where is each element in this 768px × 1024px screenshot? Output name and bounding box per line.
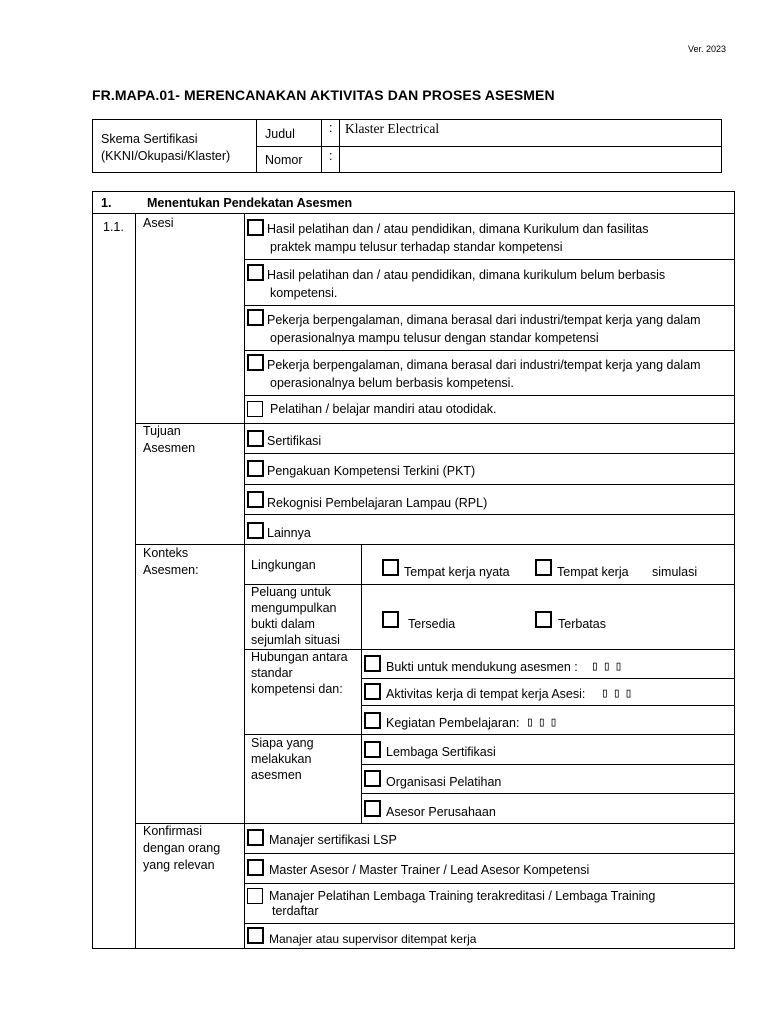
siapa-option-3: Asesor Perusahaan <box>386 805 496 819</box>
tujuan-label: Tujuan <box>143 424 181 438</box>
skema-label: Skema Sertifikasi <box>101 132 198 146</box>
asesi-option-3-line1: Pekerja berpengalaman, dimana berasal dari industri/tempat kerja yang dalam <box>267 313 701 327</box>
hubungan-option-2: Aktivitas kerja di tempat kerja Asesi: <box>386 687 586 701</box>
lingkungan-label: Lingkungan <box>251 558 316 572</box>
konteks-label-2: Asesmen: <box>143 563 199 577</box>
peluang-option-1: Tersedia <box>408 617 456 631</box>
asesi-checkbox-4[interactable] <box>247 354 264 371</box>
lingkungan-checkbox-2[interactable] <box>535 559 552 576</box>
konfirmasi-checkbox-2[interactable] <box>247 859 264 876</box>
peluang-label: Peluang untuk mengumpulkan bukti dalam sejumlah situasi <box>251 585 340 647</box>
peluang-checkbox-1[interactable] <box>382 611 399 628</box>
konfirmasi-checkbox-1[interactable] <box>247 829 264 846</box>
peluang-option-2: Terbatas <box>558 617 606 631</box>
konfirmasi-option-1: Manajer sertifikasi LSP <box>269 833 397 847</box>
tujuan-checkbox-3[interactable] <box>247 491 264 508</box>
nomor-colon: : <box>329 149 333 163</box>
lingkungan-option-1: Tempat kerja nyata <box>404 565 510 579</box>
hubungan-checkbox-1[interactable] <box>364 655 381 672</box>
asesi-option-4-line2: operasionalnya belum berbasis kompetensi. <box>270 376 514 390</box>
siapa-checkbox-2[interactable] <box>364 770 381 787</box>
hubungan-option-3: Kegiatan Pembelajaran: <box>386 716 520 730</box>
asesi-checkbox-2[interactable] <box>247 264 264 281</box>
header-table <box>92 119 722 173</box>
asesi-option-1-line2: praktek mampu telusur terhadap standar kompetensi <box>270 240 563 254</box>
lingkungan-option-2-suffix: simulasi <box>652 565 698 579</box>
tujuan-option-1: Sertifikasi <box>267 434 322 448</box>
asesi-checkbox-3[interactable] <box>247 309 264 326</box>
konfirmasi-option-3-line2: terdaftar <box>272 904 319 918</box>
judul-colon: : <box>329 121 333 135</box>
tujuan-checkbox-2[interactable] <box>247 460 264 477</box>
konfirmasi-option-4: Manajer atau supervisor ditempat kerja <box>269 932 477 946</box>
asesi-option-2-line1: Hasil pelatihan dan / atau pendidikan, dimana kurikulum belum berbasis <box>267 268 666 282</box>
lingkungan-checkbox-1[interactable] <box>382 559 399 576</box>
hubungan-checkbox-2[interactable] <box>364 683 381 700</box>
konteks-label: Konteks <box>143 546 189 560</box>
konfirmasi-checkbox-3[interactable] <box>247 888 263 904</box>
konfirmasi-label: Konfirmasi dengan orang yang relevan <box>143 824 221 872</box>
hubungan-option-2-glyphs: ▯▯▯ <box>601 686 637 701</box>
konfirmasi-checkbox-4[interactable] <box>247 927 264 944</box>
hubungan-option-3-glyphs: ▯▯▯ <box>526 715 562 730</box>
judul-value[interactable]: Klaster Electrical <box>345 121 440 136</box>
tujuan-option-4: Lainnya <box>267 526 311 540</box>
tujuan-option-2: Pengakuan Kompetensi Terkini (PKT) <box>267 464 476 478</box>
nomor-label: Nomor <box>265 153 303 167</box>
asesi-option-2-line2: kompetensi. <box>270 286 338 300</box>
section-title: Menentukan Pendekatan Asesmen <box>147 196 353 210</box>
subsection-number: 1.1. <box>103 220 124 234</box>
tujuan-label-2: Asesmen <box>143 441 196 455</box>
siapa-option-2: Organisasi Pelatihan <box>386 775 502 789</box>
hubungan-label: Hubungan antara standar kompetensi dan: <box>251 650 348 696</box>
skema-label-sub: (KKNI/Okupasi/Klaster) <box>101 149 231 163</box>
asesi-label: Asesi <box>143 216 174 230</box>
asesi-option-4-line1: Pekerja berpengalaman, dimana berasal dari industri/tempat kerja yang dalam <box>267 358 701 372</box>
tujuan-option-3: Rekognisi Pembelajaran Lampau (RPL) <box>267 496 488 510</box>
asesi-option-3-line2: operasionalnya mampu telusur dengan standar kompetensi <box>270 331 599 345</box>
asesi-checkbox-5[interactable] <box>247 401 263 417</box>
siapa-option-1: Lembaga Sertifikasi <box>386 745 496 759</box>
asesi-checkbox-1[interactable] <box>247 219 264 236</box>
asesi-option-1-line1: Hasil pelatihan dan / atau pendidikan, dimana Kurikulum dan fasilitas <box>267 222 649 236</box>
siapa-checkbox-3[interactable] <box>364 800 381 817</box>
assessment-table <box>92 191 735 949</box>
peluang-checkbox-2[interactable] <box>535 611 552 628</box>
konfirmasi-option-3-line1: Manajer Pelatihan Lembaga Training terakreditasi / Lembaga Training <box>269 889 656 903</box>
siapa-checkbox-1[interactable] <box>364 741 381 758</box>
version-label: Ver. 2023 <box>688 44 727 54</box>
konfirmasi-option-2: Master Asesor / Master Trainer / Lead Asesor Kompetensi <box>269 863 590 877</box>
lingkungan-option-2: Tempat kerja <box>557 565 629 579</box>
siapa-label: Siapa yang melakukan asesmen <box>251 736 314 782</box>
hubungan-option-1: Bukti untuk mendukung asesmen : <box>386 660 578 674</box>
hubungan-option-1-glyphs: ▯▯▯ <box>591 659 627 674</box>
asesi-option-5: Pelatihan / belajar mandiri atau otodidak. <box>270 402 497 416</box>
page-title: FR.MAPA.01- MERENCANAKAN AKTIVITAS DAN PROSES ASESMEN <box>92 87 555 103</box>
section-number: 1. <box>101 196 112 210</box>
judul-label: Judul <box>265 127 295 141</box>
hubungan-checkbox-3[interactable] <box>364 712 381 729</box>
tujuan-checkbox-1[interactable] <box>247 430 264 447</box>
tujuan-checkbox-4[interactable] <box>247 522 264 539</box>
